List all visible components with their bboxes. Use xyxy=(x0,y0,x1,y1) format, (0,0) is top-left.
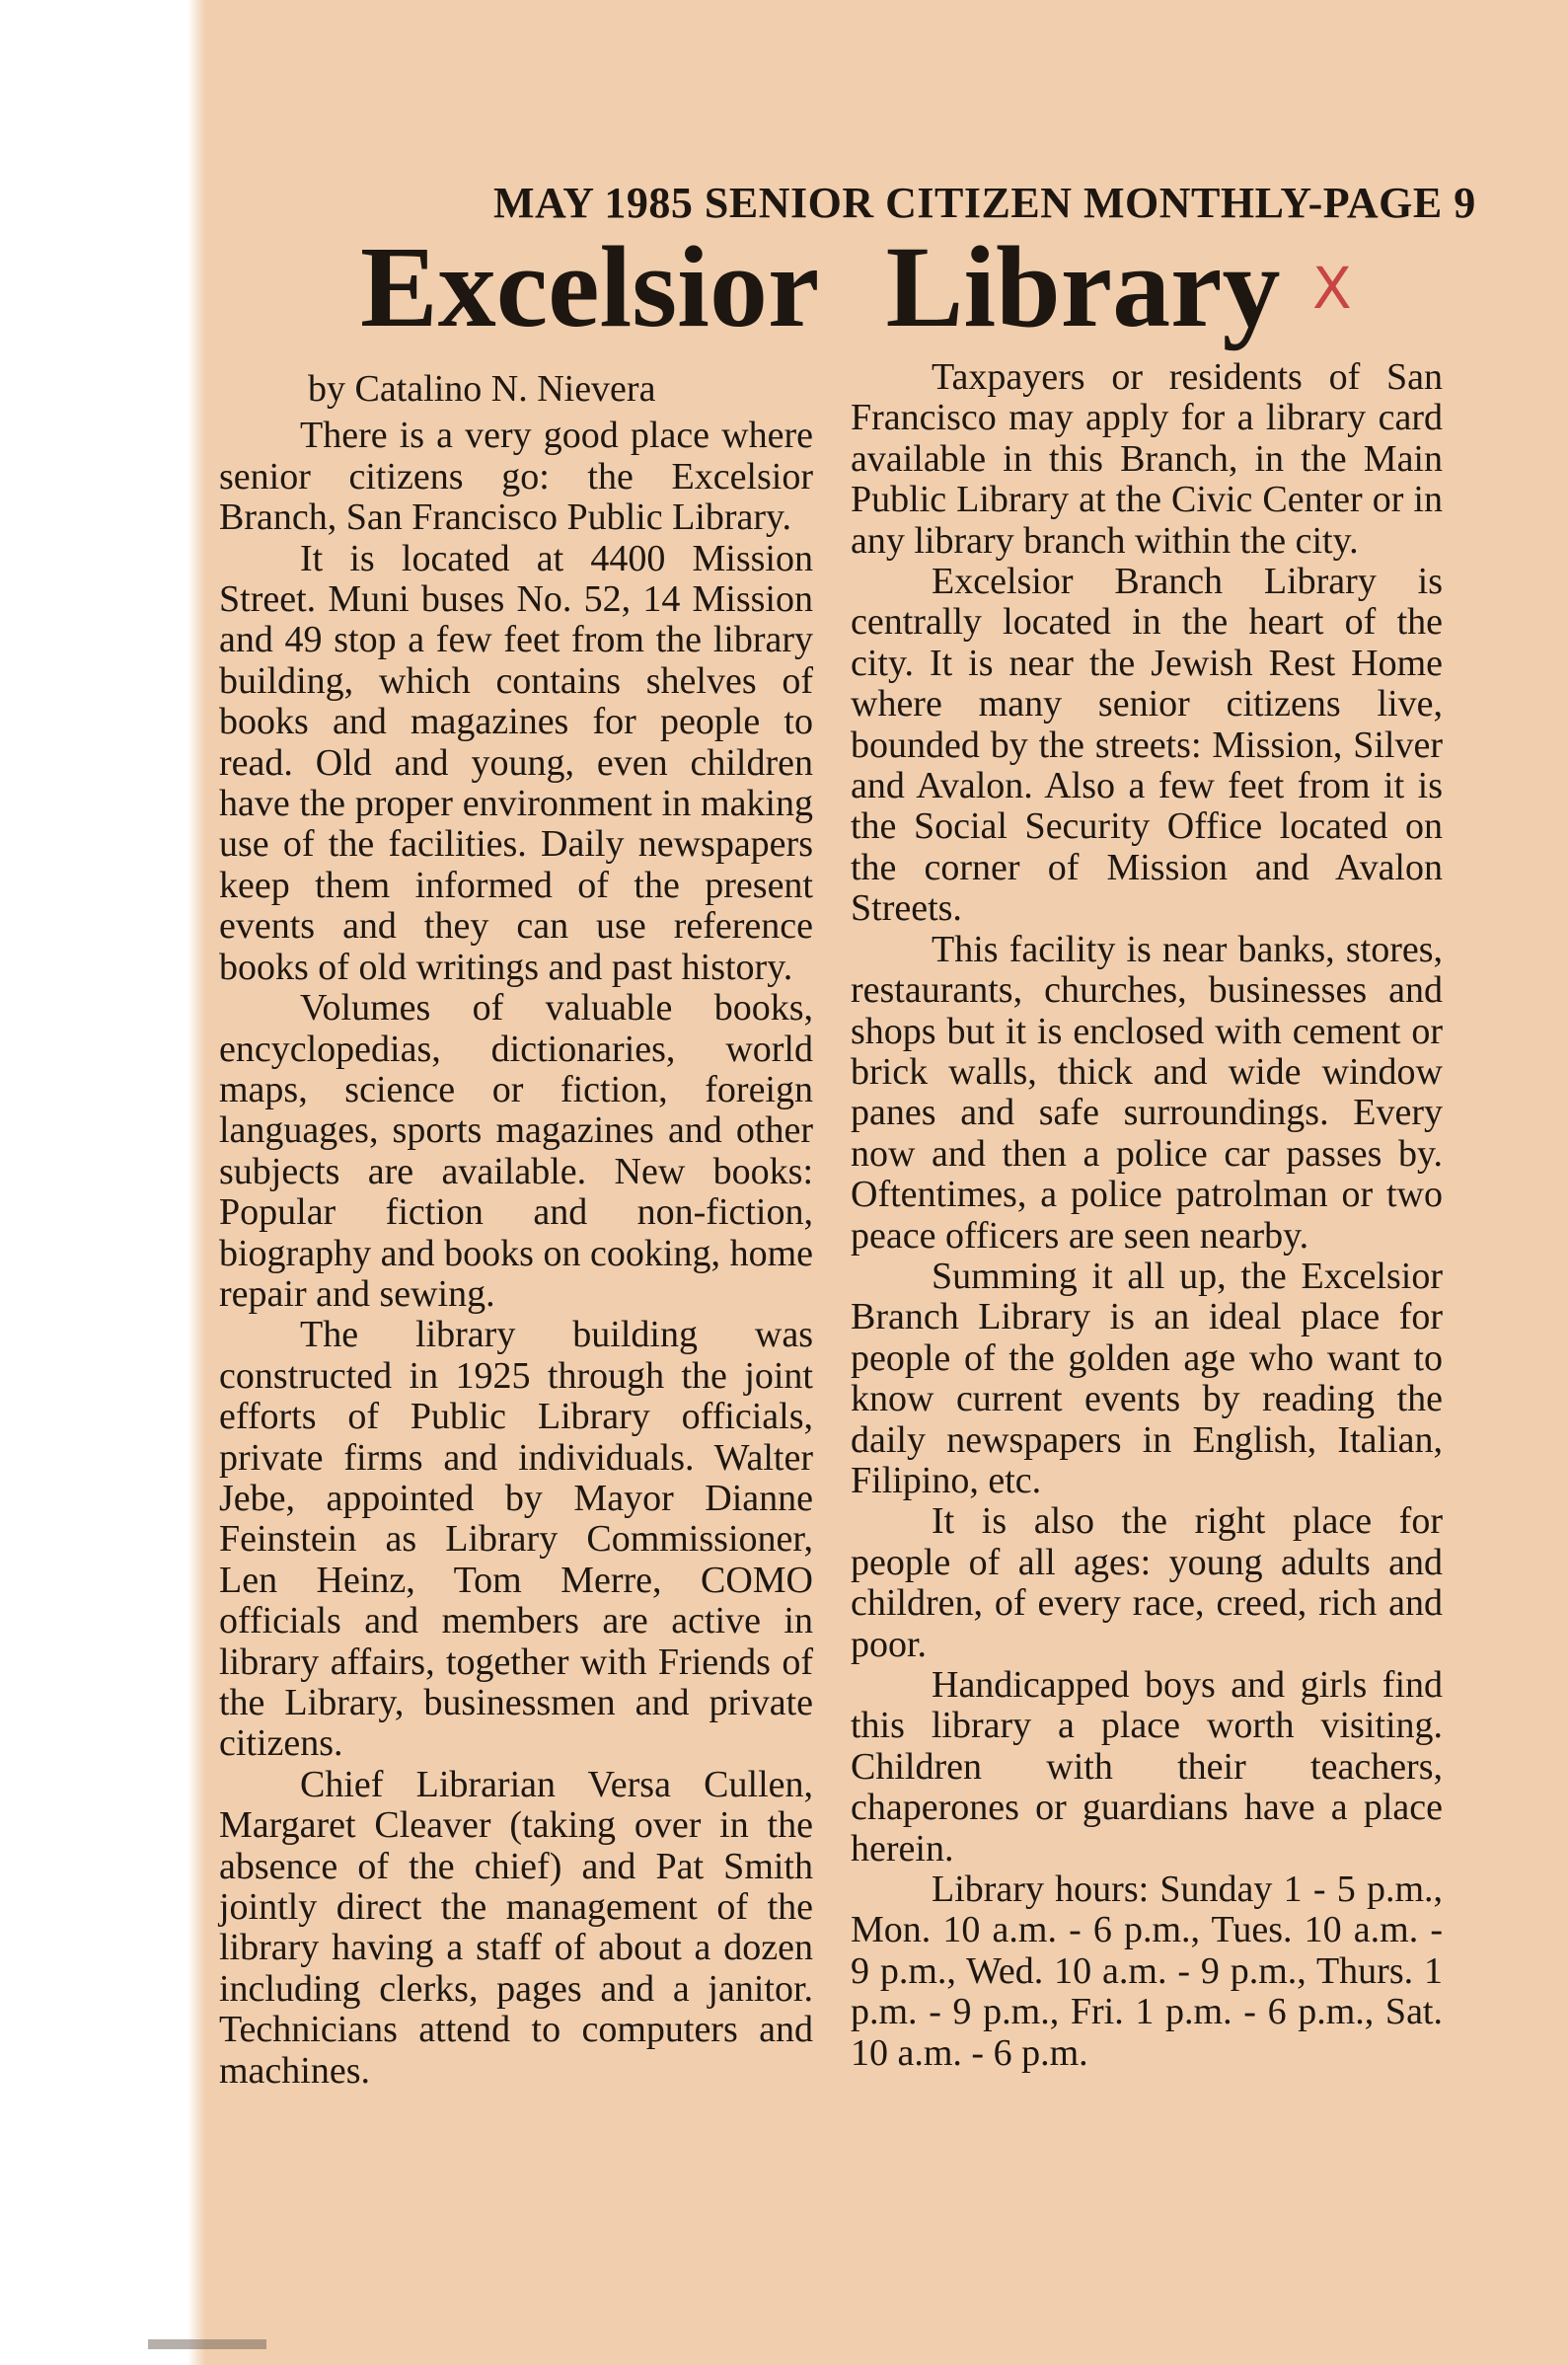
paragraph: Taxpayers or residents of San Francisco may apply for a library card available in this Branch, in the Main Public Library at the Civic Center or in any library branch within the city. xyxy=(851,356,1443,562)
paragraph: Volumes of valuable books, encyclopedias, dictionaries, world maps, science or fiction, foreign languages, sports magazines and other subjects are available. New books: Popular fiction and non-fiction, biography and books on cooking, home repair and sewing. xyxy=(219,987,813,1315)
byline: by Catalino N. Nievera xyxy=(308,368,656,410)
paragraph: Excelsior Branch Library is centrally located in the heart of the city. It is near the Jewish Rest Home where many senior citizens live, bounded by the streets: Mission, Silver and Avalon. Also a few feet from it is the Social Security Office located on the corner of Mission and Avalon Streets. xyxy=(851,561,1443,930)
right-column xyxy=(851,357,1443,2074)
paragraph: Handicapped boys and girls find this library a place worth visiting. Children with their teachers, chaperones or guardians have a place herein. xyxy=(851,1664,1443,1869)
left-column xyxy=(219,369,813,2092)
paragraph: It is also the right place for people of all ages: young adults and children, of every race, creed, rich and poor. xyxy=(851,1500,1443,1665)
paragraph: This facility is near banks, stores, restaurants, churches, businesses and shops but it is enclosed with cement or brick walls, thick and wide window panes and safe surroundings. Every now and then a police car passes by. Oftentimes, a police patrolman or two peace officers are seen nearby. xyxy=(851,928,1443,1257)
paragraph: The library building was constructed in 1925 through the joint efforts of Public Library officials, private firms and individuals. Walter Jebe, appointed by Mayor Dianne Feinstein as Library Commissioner, Len Heinz, Tom Merre, COMO officials and members are active in library affairs, together with Friends of the Library, businessmen and private citizens. xyxy=(219,1314,813,1765)
handwritten-x-mark: X xyxy=(1312,255,1352,322)
paragraph: Summing it all up, the Excelsior Branch Library is an ideal place for people of the golden age who want to know current events by reading the daily newspapers in English, Italian, Filipino, etc. xyxy=(851,1255,1443,1501)
article-title: Excelsior Library xyxy=(360,222,1281,351)
page-masthead: MAY 1985 SENIOR CITIZEN MONTHLY-PAGE 9 xyxy=(493,179,1476,227)
paragraph: Library hours: Sunday 1 - 5 p.m., Mon. 10 a.m. - 6 p.m., Tues. 10 a.m. - 9 p.m., Wed. 10 a.m. - 9 p.m., Thurs. 1 p.m. - 9 p.m., Fri. 1 p.m. - 6 p.m., Sat. 10 a.m. - 6 p.m. xyxy=(851,1869,1443,2074)
ink-smudge xyxy=(148,2339,266,2349)
paragraph: There is a very good place where senior citizens go: the Excelsior Branch, San Francisco Public Library. xyxy=(219,415,813,539)
paper-edge xyxy=(187,0,205,2365)
paragraph: Chief Librarian Versa Cullen, Margaret Cleaver (taking over in the absence of the chief) and Pat Smith jointly direct the management of the library having a staff of about a dozen including clerks, pages and a janitor. Technicians attend to computers and machines. xyxy=(219,1763,813,2092)
paragraph: It is located at 4400 Mission Street. Muni buses No. 52, 14 Mission and 49 stop a few feet from the library building, which contains shelves of books and magazines for people to read. Old and young, even children have the proper environment in making use of the facilities. Daily newspapers keep them informed of the present events and they can use reference books of old writings and past history. xyxy=(219,537,813,988)
